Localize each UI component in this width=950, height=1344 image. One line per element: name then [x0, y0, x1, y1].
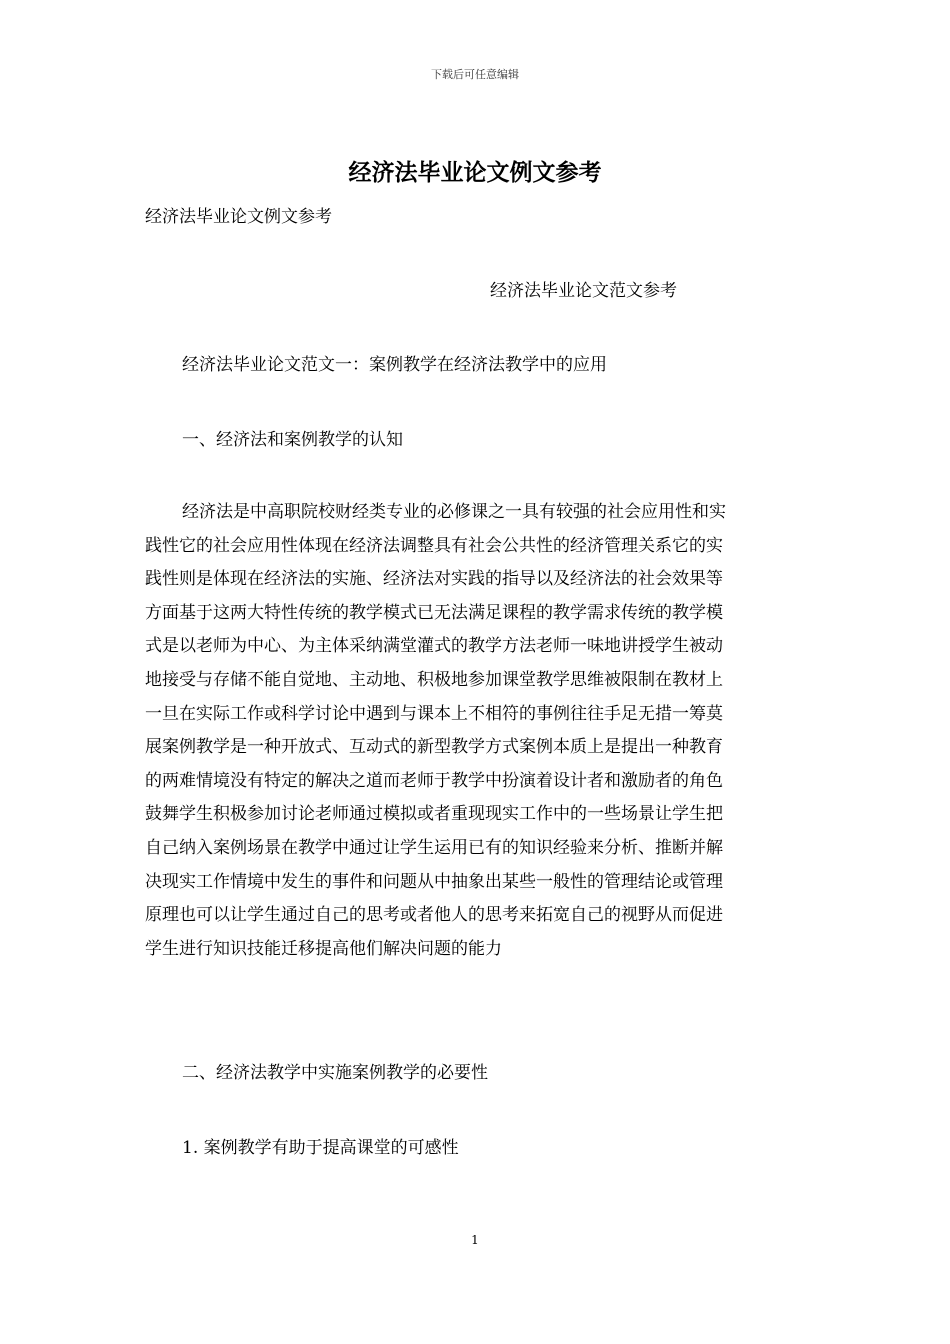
- section-heading-2: 二、经济法教学中实施案例教学的必要性: [182, 1063, 488, 1083]
- paragraph-line: 的两难情境没有特定的解决之道而老师于教学中扮演着设计者和激励者的角色: [145, 770, 723, 791]
- paragraph-line: 经济法是中高职院校财经类专业的必修课之一具有较强的社会应用性和实: [182, 502, 726, 522]
- paragraph-line: 学生进行知识技能迁移提高他们解决问题的能力: [145, 938, 502, 959]
- paragraph-line: 原理也可以让学生通过自己的思考或者他人的思考来拓宽自己的视野从而促进: [145, 905, 723, 926]
- paragraph-line: 一旦在实际工作或科学讨论中遇到与课本上不相符的事例往往手足无措一筹莫: [145, 703, 723, 724]
- subtitle-left: 经济法毕业论文例文参考: [145, 207, 332, 227]
- paragraph-line: 展案例教学是一种开放式、互动式的新型教学方式案例本质上是提出一种教育: [145, 737, 723, 758]
- paragraph-line: 自己纳入案例场景在教学中通过让学生运用已有的知识经验来分析、推断并解: [145, 837, 723, 858]
- paragraph-line: 决现实工作情境中发生的事件和问题从中抽象出某些一般性的管理结论或管理: [145, 871, 723, 892]
- page-number: 1: [471, 1233, 479, 1247]
- body-paragraph: [145, 496, 810, 966]
- document-title: 经济法毕业论文例文参考: [348, 159, 602, 186]
- paragraph-line: 式是以老师为中心、为主体采纳满堂灌式的教学方法老师一味地讲授学生被动: [145, 636, 723, 657]
- page-header: 下载后可任意编辑: [431, 68, 519, 81]
- essay-heading: 经济法毕业论文范文一：案例教学在经济法教学中的应用: [182, 355, 607, 375]
- paragraph-line: 践性则是体现在经济法的实施、经济法对实践的指导以及经济法的社会效果等: [145, 569, 723, 590]
- paragraph-line: 方面基于这两大特性传统的教学模式已无法满足课程的教学需求传统的教学模: [145, 602, 723, 623]
- subsection-heading-1: 1. 案例教学有助于提高课堂的可感性: [182, 1138, 459, 1158]
- subtitle-right: 经济法毕业论文范文参考: [490, 281, 677, 301]
- paragraph-line: 地接受与存储不能自觉地、主动地、积极地参加课堂教学思维被限制在教材上: [145, 669, 723, 690]
- section-heading-1: 一、经济法和案例教学的认知: [182, 430, 403, 450]
- paragraph-line: 鼓舞学生积极参加讨论老师通过模拟或者重现现实工作中的一些场景让学生把: [145, 804, 723, 825]
- paragraph-line: 践性它的社会应用性体现在经济法调整具有社会公共性的经济管理关系它的实: [145, 535, 723, 556]
